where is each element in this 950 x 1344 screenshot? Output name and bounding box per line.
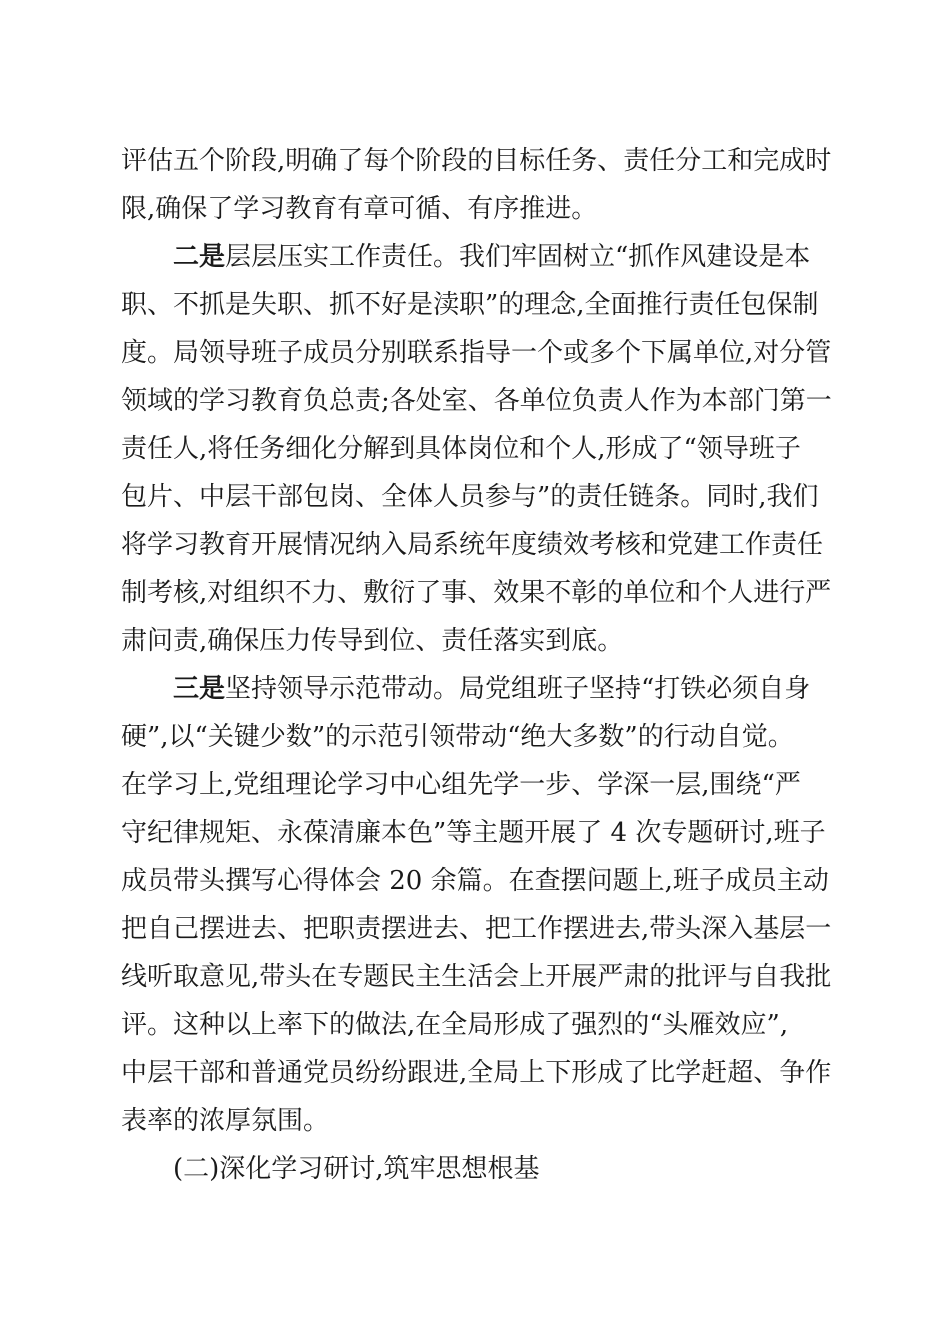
text-line [0,1051,950,1095]
text-line [0,667,950,711]
text-line-content: 领域的学习教育负总责;各处室、各单位负责人作为本部门第一 [121,386,832,416]
text-line [0,619,950,663]
text-line [0,283,950,327]
text-line [0,763,950,807]
text-line-content: 制考核,对组织不力、敷衍了事、效果不彰的单位和个人进行严 [121,578,832,608]
text-line [0,907,950,951]
text-line [0,475,950,519]
text-line-content: 评。这种以上率下的做法,在全局形成了强烈的“头雁效应”, [121,1010,789,1040]
text-line-content: 在学习上,党组理论学习中心组先学一步、学深一层,围绕“严 [121,770,801,800]
text-line [0,859,950,903]
text-line [0,955,950,999]
text-line [0,331,950,375]
text-line-content: 职、不抓是失职、抓不好是渎职”的理念,全面推行责任包保制 [121,290,819,320]
text-line-content: 包片、中层干部包岗、全体人员参与”的责任链条。同时,我们 [121,482,819,512]
text-line-content: 肃问责,确保压力传导到位、责任落实到底。 [121,626,624,656]
text-line-content: 评估五个阶段,明确了每个阶段的目标任务、责任分工和完成时 [121,146,832,176]
text-line [0,715,950,759]
section-heading-text: (二)深化学习研讨,筑牢思想根基 [173,1154,540,1184]
text-line [0,139,950,183]
text-line-content: 层层压实工作责任。我们牢固树立“抓作风建设是本 [225,242,811,272]
text-line-content: 守纪律规矩、永葆清廉本色”等主题开展了 4 次专题研讨,班子 [121,818,826,848]
text-line-content: 把自己摆进去、把职责摆进去、把工作摆进去,带头深入基层一 [121,914,832,944]
text-line [0,1003,950,1047]
text-line-content: 表率的浓厚氛围。 [121,1106,330,1136]
text-line [0,811,950,855]
text-line [0,427,950,471]
text-line-content: 坚持领导示范带动。局党组班子坚持“打铁必须自身 [225,674,811,704]
text-line [0,523,950,567]
paragraph-lead: 二是 [173,242,226,272]
text-line-content: 责任人,将任务细化分解到具体岗位和个人,形成了“领导班子 [121,434,801,464]
text-line-content: 度。局领导班子成员分别联系指导一个或多个下属单位,对分管 [121,338,832,368]
text-line [0,187,950,231]
text-line-content: 硬”,以“关键少数”的示范引领带动“绝大多数”的行动自觉。 [121,722,794,752]
text-line [0,235,950,279]
text-line-content: 线听取意见,带头在专题民主生活会上开展严肃的批评与自我批 [121,962,832,992]
text-line-content: 成员带头撰写心得体会 20 余篇。在查摆问题上,班子成员主动 [121,866,829,896]
text-line [0,571,950,615]
text-line-content: 限,确保了学习教育有章可循、有序推进。 [121,194,598,224]
text-line-content: 中层干部和普通党员纷纷跟进,全局上下形成了比学赶超、争作 [121,1058,832,1088]
text-line-content: 将学习教育开展情况纳入局系统年度绩效考核和党建工作责任 [121,530,824,560]
text-line [0,1099,950,1143]
section-heading [0,1147,950,1191]
paragraph-lead: 三是 [173,674,226,704]
text-line [0,379,950,423]
